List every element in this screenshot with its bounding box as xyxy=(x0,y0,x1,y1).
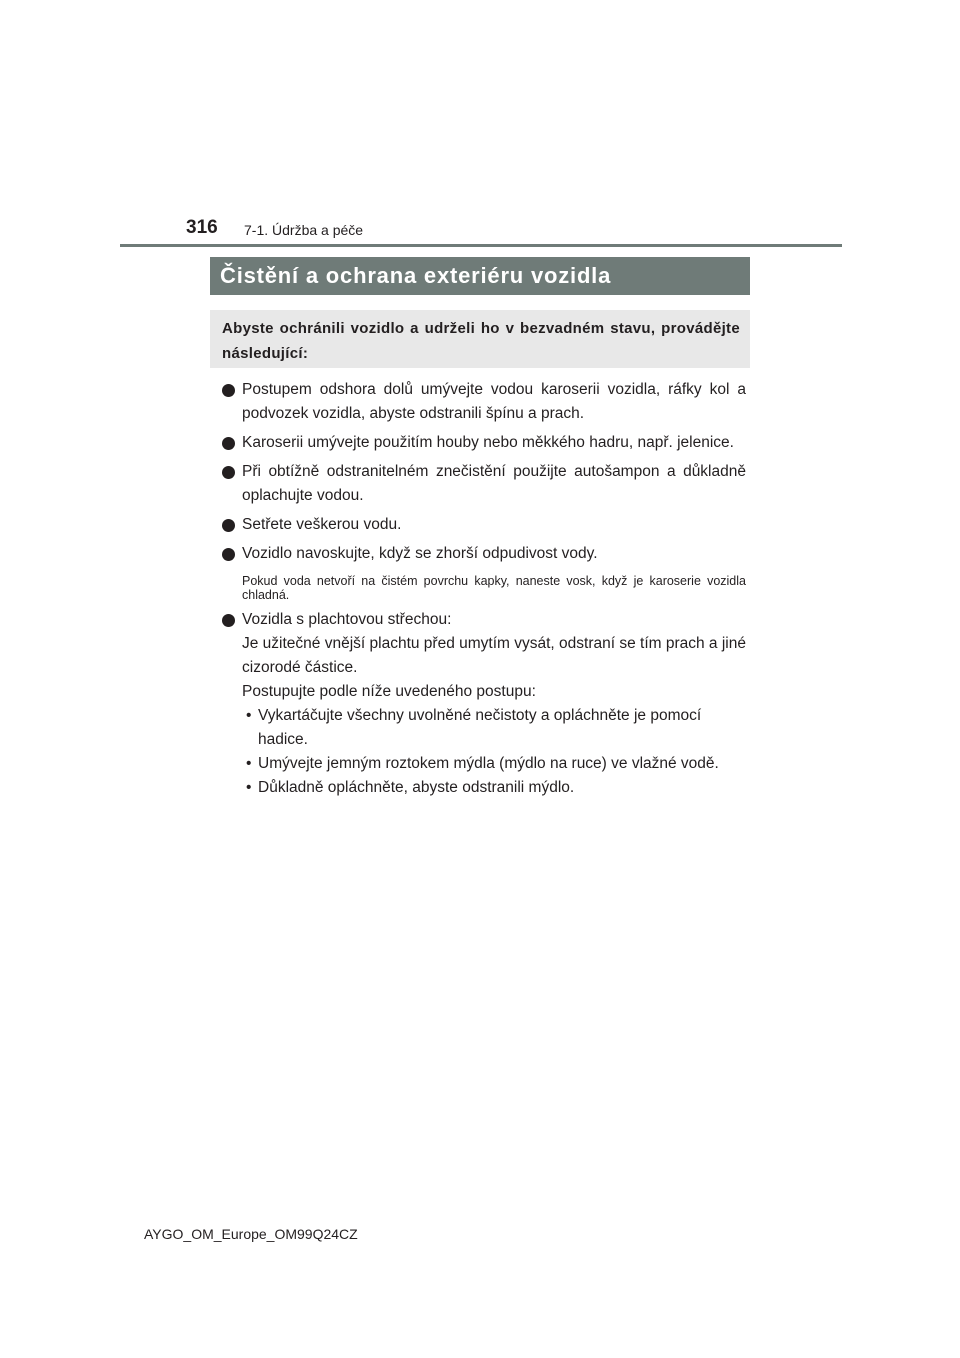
procedure-step xyxy=(222,776,746,800)
list-item xyxy=(222,431,746,455)
footer-document-code: AYGO_OM_Europe_OM99Q24CZ xyxy=(144,1226,358,1242)
list-item xyxy=(222,513,746,537)
procedure-step-text: Důkladně opláchněte, abyste odstranili mýdlo. xyxy=(258,779,575,796)
step-bullet-icon: • xyxy=(246,707,252,724)
bullet-dot-icon xyxy=(222,519,235,532)
list-item-text: Při obtížně odstranitelném znečistění použijte autošampon a důkladně oplachujte vodou. xyxy=(242,463,746,504)
page-number: 316 xyxy=(186,217,218,238)
main-content xyxy=(222,378,746,800)
bullet-dot-icon xyxy=(222,437,235,450)
intro-box xyxy=(210,310,750,368)
step-bullet-icon: • xyxy=(246,779,252,796)
procedure-step xyxy=(222,704,746,752)
header-rule xyxy=(120,244,842,247)
list-item xyxy=(222,378,746,426)
procedure-step-text: Umývejte jemným roztokem mýdla (mýdlo na ruce) ve vlažné vodě. xyxy=(258,755,719,772)
wax-note: Pokud voda netvoří na čistém povrchu kapky, naneste vosk, když je karoserie vozidla chladná. xyxy=(242,574,746,602)
intro-text: Abyste ochránili vozidlo a udrželi ho v bezvadném stavu, provádějte následující: xyxy=(222,320,740,362)
list-item xyxy=(222,460,746,508)
section-label: 7-1. Údržba a péče xyxy=(244,222,364,238)
list-item-soft-top xyxy=(222,608,746,632)
soft-top-text: Je užitečné vnější plachtu před umytím vysát, odstraní se tím prach a jiné cizorodé částice. xyxy=(242,635,746,676)
procedure-intro: Postupujte podle níže uvedeného postupu: xyxy=(242,683,536,700)
procedure-step-text: Vykartáčujte všechny uvolněné nečistoty a opláchněte je pomocí hadice. xyxy=(258,707,702,748)
list-item-text: Setřete veškerou vodu. xyxy=(242,516,402,533)
procedure-step xyxy=(222,752,746,776)
list-item-text: Karoserii umývejte použitím houby nebo měkkého hadru, např. jelenice. xyxy=(242,434,734,451)
bullet-dot-icon xyxy=(222,384,235,397)
page-title: Čistění a ochrana exteriéru vozidla xyxy=(210,257,750,295)
bullet-dot-icon xyxy=(222,466,235,479)
step-bullet-icon: • xyxy=(246,755,252,772)
list-item xyxy=(222,542,746,566)
list-item-text: Vozidlo navoskujte, když se zhorší odpudivost vody. xyxy=(242,545,598,562)
soft-top-heading: Vozidla s plachtovou střechou: xyxy=(242,611,452,628)
bullet-dot-icon xyxy=(222,548,235,561)
bullet-dot-icon xyxy=(222,614,235,627)
list-item-text: Postupem odshora dolů umývejte vodou karoserii vozidla, ráfky kol a podvozek vozidla, abyste odstranili špínu a prach. xyxy=(242,381,746,422)
